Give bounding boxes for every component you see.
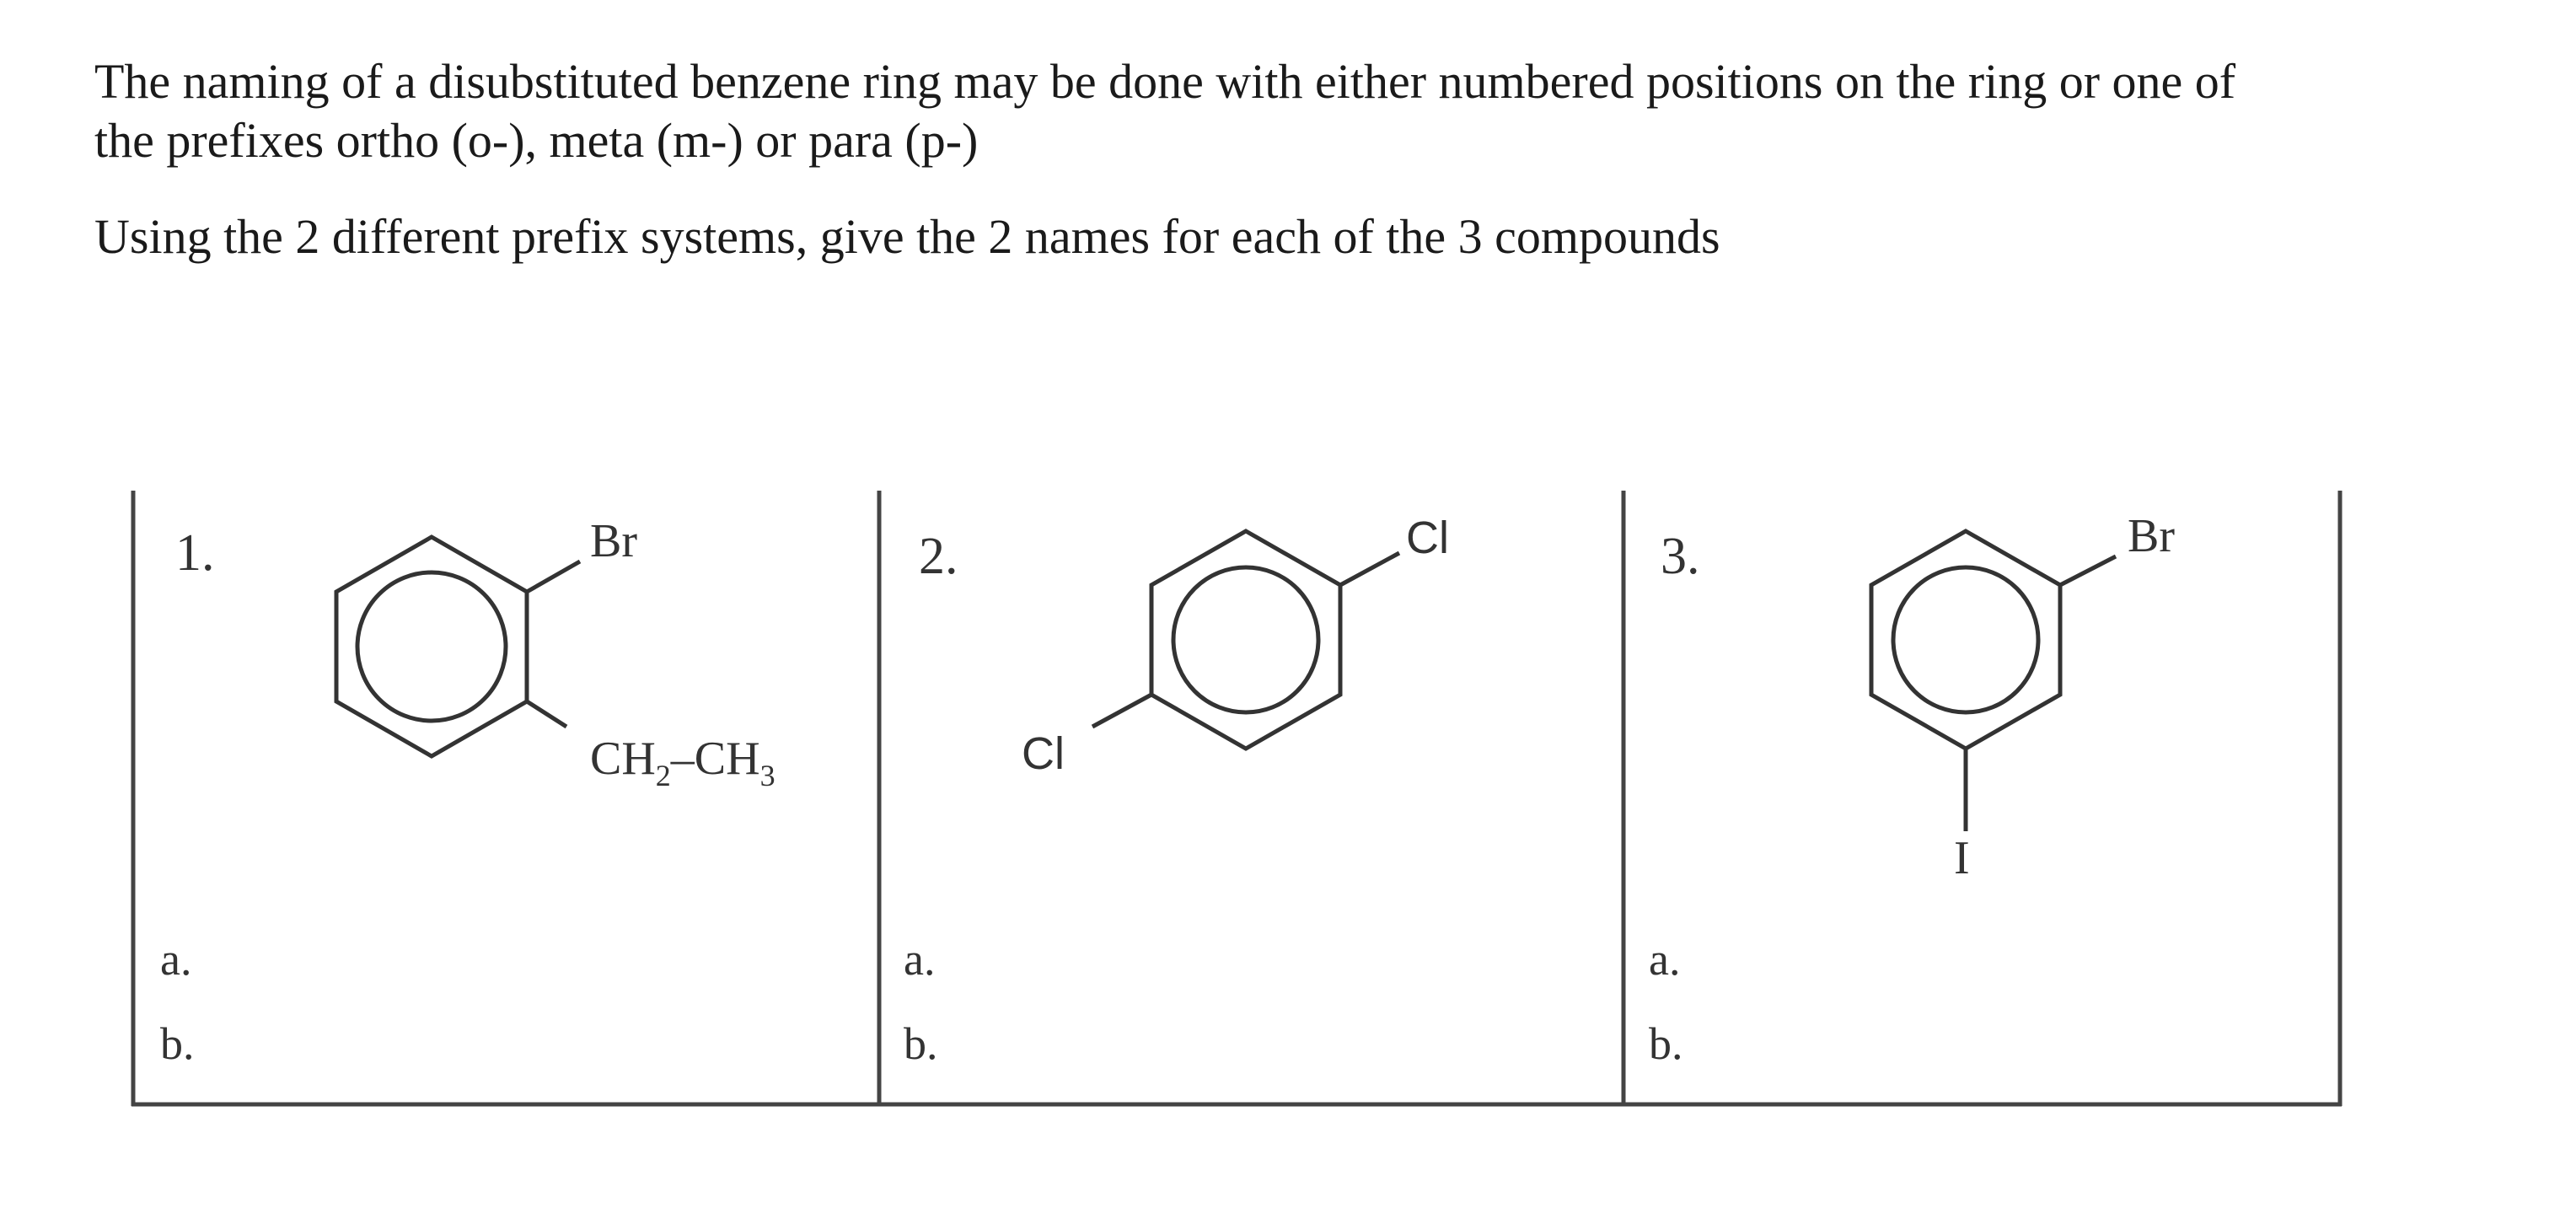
compound-1-side-sub1: 2: [655, 759, 671, 792]
compound-3-answer-a: a.: [1649, 934, 1681, 985]
intro-line-2: the prefixes ortho (o-), meta (m-) or para (p-): [94, 113, 979, 168]
compound-1-answer-b: b.: [160, 1018, 195, 1069]
compound-1-side-dash: –CH: [670, 733, 760, 785]
compound-1: [160, 515, 775, 1069]
compound-3-number: 3.: [1661, 528, 1700, 585]
compound-1-answer-a: a.: [160, 934, 192, 985]
intro-paragraph: [94, 52, 2556, 170]
intro-line-1: The naming of a disubstituted benzene ring may be done with either numbered positions on the ring or one of: [94, 54, 2236, 109]
compound-1-ring: [336, 537, 580, 756]
compound-3-answer-b: b.: [1649, 1018, 1683, 1069]
compound-1-side-chain: [590, 733, 775, 792]
compound-2-bottom-substituent: Cl: [1022, 728, 1065, 779]
compound-2-answer-b: b.: [904, 1018, 938, 1069]
compound-3: [1649, 510, 2175, 1069]
compound-3-top-substituent: Br: [2128, 510, 2175, 562]
compound-2-top-substituent: Cl: [1406, 513, 1449, 563]
instruction-text: Using the 2 different prefix systems, give the 2 names for each of the 3 compounds: [94, 209, 1720, 264]
compound-2: [904, 513, 1449, 1069]
compound-3-ring: [1871, 531, 2116, 831]
compound-1-side-sub2: 3: [759, 759, 775, 792]
compound-1-number: 1.: [175, 524, 215, 582]
compound-2-answer-a: a.: [904, 934, 936, 985]
compound-2-number: 2.: [919, 528, 958, 585]
compound-1-top-substituent: Br: [590, 515, 637, 567]
table-frame: [131, 491, 2342, 1106]
compound-2-ring: [1092, 531, 1399, 749]
compound-3-bottom-substituent: I: [1954, 832, 1970, 884]
compound-1-side-ch: CH: [590, 733, 656, 785]
